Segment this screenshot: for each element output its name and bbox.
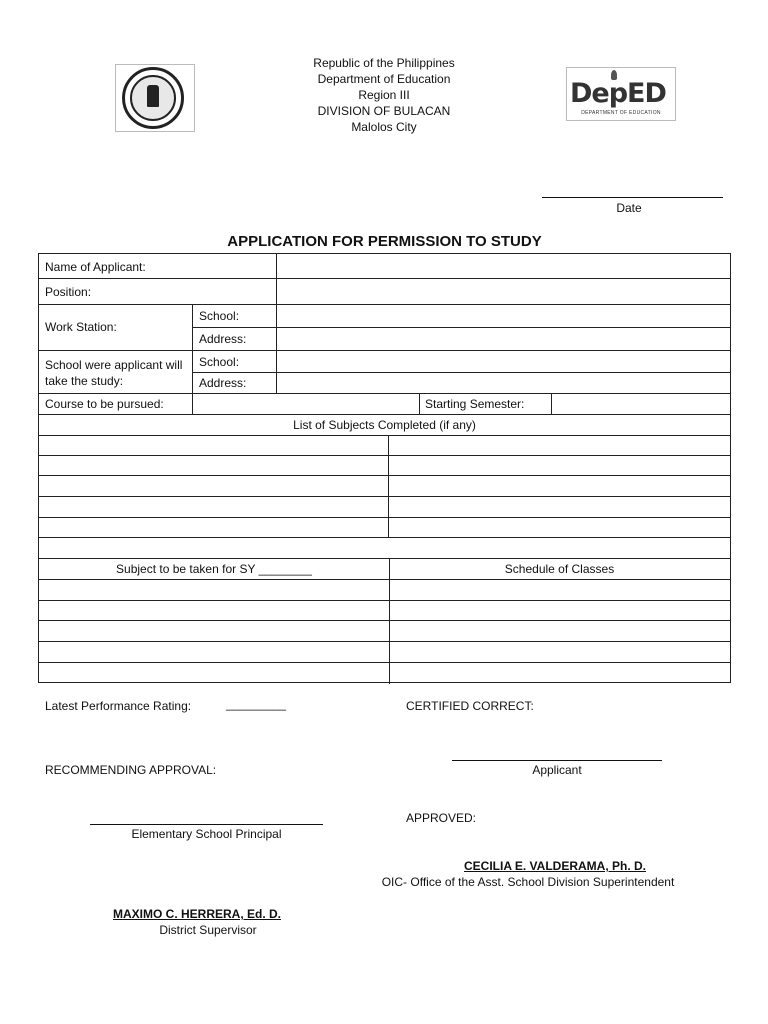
study-address-label: Address:	[199, 376, 247, 390]
work-school-label: School:	[199, 309, 240, 323]
study-school-label: School were applicant will take the study:	[45, 358, 183, 388]
principal-signature-line[interactable]	[90, 824, 323, 825]
approver-name: CECILIA E. VALDERAMA, Ph. D.	[463, 859, 646, 873]
work-address-label: Address:	[199, 332, 247, 346]
supervisor-title: District Supervisor	[159, 923, 257, 937]
subject-sy-label: Subject to be taken for SY ________	[116, 562, 312, 576]
subjects-completed-label: List of Subjects Completed (if any)	[293, 418, 476, 432]
application-form-table	[38, 253, 731, 683]
starting-semester-field[interactable]	[552, 394, 729, 413]
name-of-applicant-label: Name of Applicant:	[45, 260, 146, 274]
header-line-2: Department of Education	[317, 72, 451, 86]
header-line-4: DIVISION OF BULACAN	[317, 104, 451, 118]
date-line[interactable]	[542, 197, 723, 198]
study-school-field[interactable]	[277, 351, 729, 371]
work-school-field[interactable]	[277, 305, 729, 326]
deped-seal-logo	[115, 64, 195, 132]
course-label: Course to be pursued:	[45, 397, 164, 411]
certified-correct-label: CERTIFIED CORRECT:	[406, 699, 534, 713]
header-line-5: Malolos City	[351, 120, 417, 134]
lamp-icon	[147, 85, 159, 107]
study-address-field[interactable]	[277, 373, 729, 392]
position-label: Position:	[45, 285, 92, 299]
header-line-1: Republic of the Philippines	[313, 56, 455, 70]
approved-label: APPROVED:	[406, 811, 477, 825]
work-address-field[interactable]	[277, 328, 729, 349]
starting-semester-label: Starting Semester:	[425, 397, 525, 411]
header-line-3: Region III	[358, 88, 410, 102]
performance-rating-blank[interactable]: _________	[226, 697, 287, 711]
course-field[interactable]	[193, 394, 418, 413]
name-of-applicant-field[interactable]	[277, 255, 729, 277]
performance-rating-label: Latest Performance Rating:	[45, 699, 192, 713]
deped-logo: DepED DEPARTMENT OF EDUCATION	[566, 67, 676, 121]
recommending-approval-label: RECOMMENDING APPROVAL:	[45, 763, 217, 777]
schedule-label: Schedule of Classes	[504, 562, 615, 576]
work-station-label: Work Station:	[45, 320, 117, 334]
principal-label: Elementary School Principal	[131, 827, 282, 841]
form-title: APPLICATION FOR PERMISSION TO STUDY	[227, 233, 542, 250]
study-school-school-label: School:	[199, 355, 240, 369]
position-field[interactable]	[277, 280, 729, 303]
date-label: Date	[616, 201, 642, 215]
supervisor-name: MAXIMO C. HERRERA, Ed. D.	[112, 907, 281, 921]
approver-title: OIC- Office of the Asst. School Division Superintendent	[381, 875, 675, 889]
applicant-label: Applicant	[532, 763, 582, 777]
applicant-signature-line[interactable]	[452, 760, 662, 761]
